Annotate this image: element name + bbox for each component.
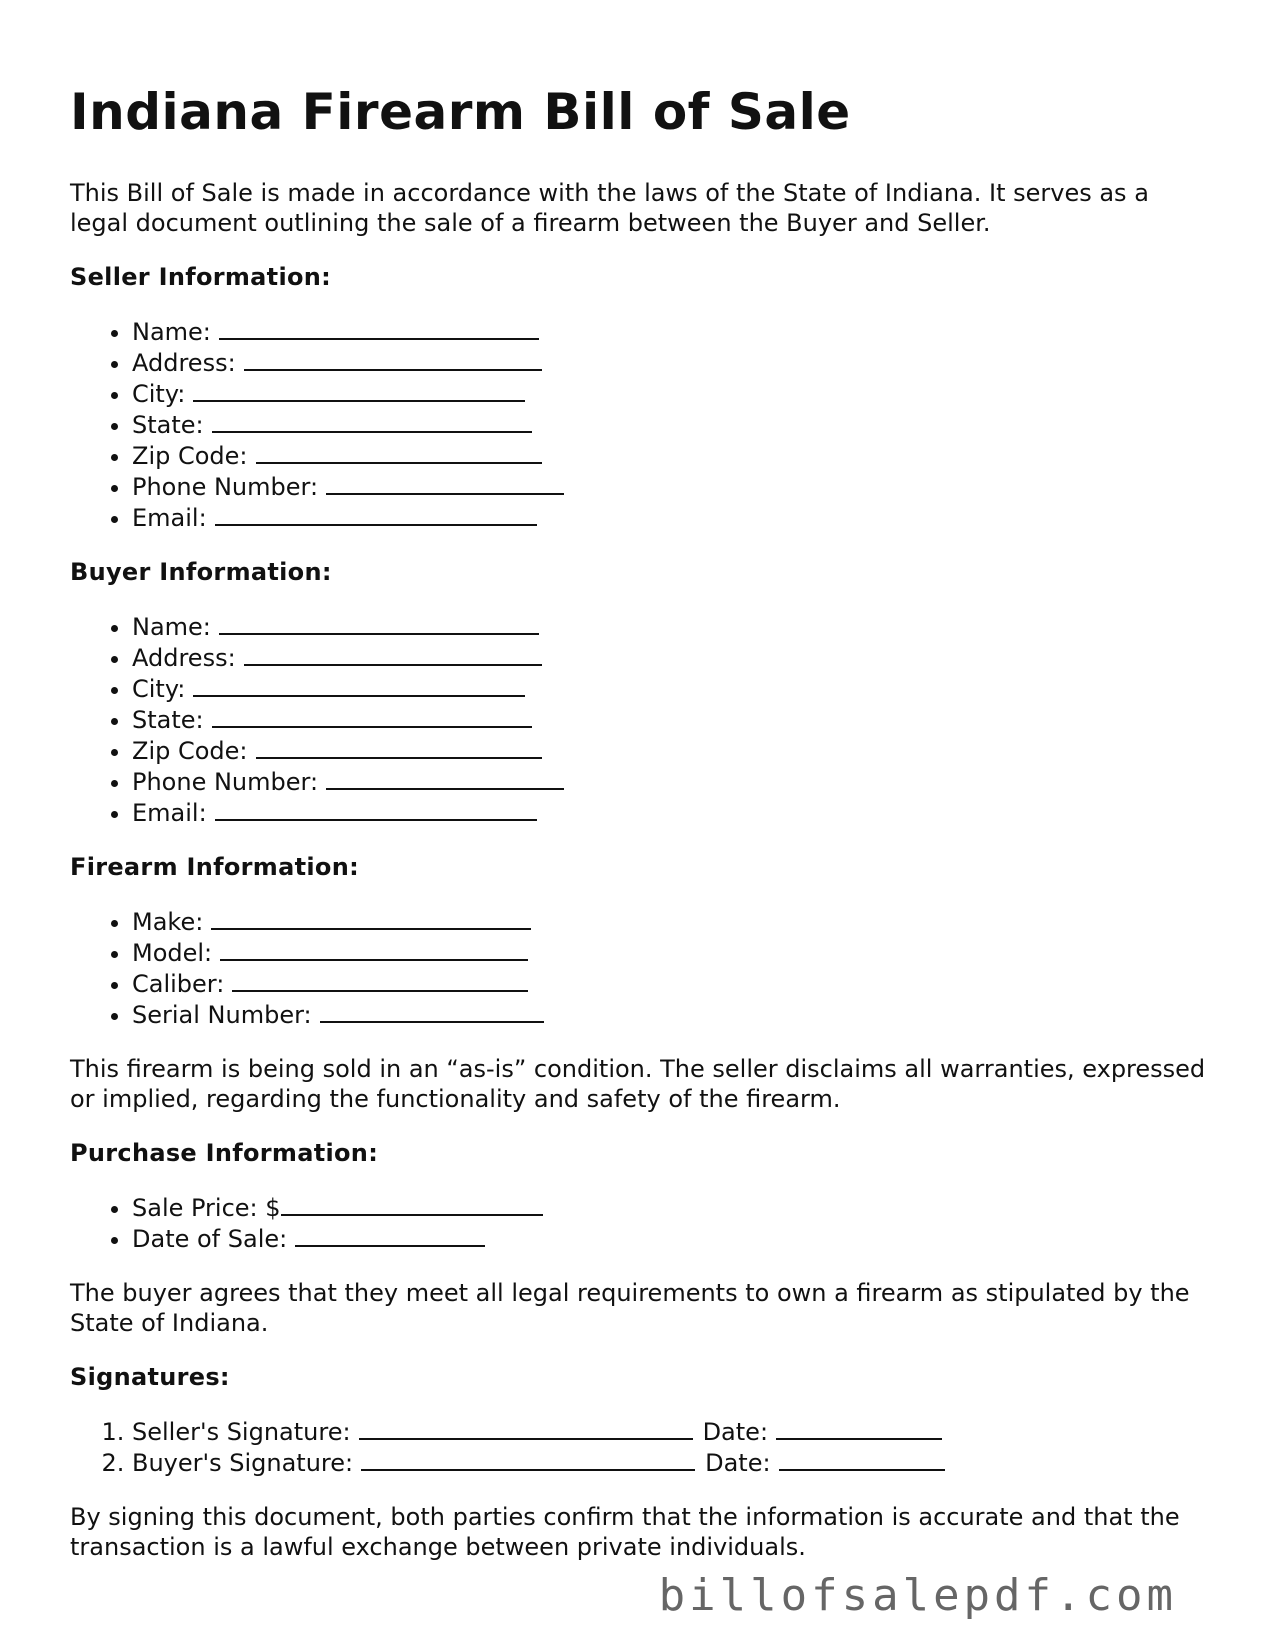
purchase-heading: Purchase Information:: [70, 1139, 379, 1167]
seller-heading: Seller Information:: [70, 263, 332, 291]
sale-price-field[interactable]: [281, 1192, 543, 1216]
seller-state-field[interactable]: [212, 409, 532, 433]
buyer-phone-item: [132, 766, 1210, 797]
firearm-model-field[interactable]: [220, 937, 528, 961]
field-label: City:: [132, 380, 186, 408]
field-label: Email:: [132, 799, 207, 827]
buyer-email-item: [132, 797, 1210, 828]
sale-price-item: [132, 1192, 1210, 1223]
field-label: Sale Price: $: [132, 1194, 281, 1222]
seller-state-item: [132, 409, 1210, 440]
seller-email-field[interactable]: [215, 502, 537, 526]
firearm-make-item: [132, 906, 1210, 937]
buyer-city-item: [132, 673, 1210, 704]
buyer-name-field[interactable]: [219, 611, 539, 635]
field-label: Model:: [132, 939, 213, 967]
firearm-serial-field[interactable]: [320, 999, 544, 1023]
field-label: Zip Code:: [132, 442, 248, 470]
seller-address-field[interactable]: [244, 347, 542, 371]
seller-city-field[interactable]: [193, 378, 525, 402]
firearm-serial-item: [132, 999, 1210, 1030]
firearm-fields: [70, 906, 1210, 1030]
buyer-address-item: [132, 642, 1210, 673]
field-label: Phone Number:: [132, 473, 319, 501]
seller-city-item: [132, 378, 1210, 409]
as-is-paragraph: This firearm is being sold in an “as-is” condition. The seller disclaims all warranties, expressed or implied, regarding the functionality and safety of the firearm.: [70, 1055, 1206, 1113]
date-label: Date:: [705, 1449, 771, 1477]
buyer-address-field[interactable]: [244, 642, 542, 666]
field-label: State:: [132, 706, 204, 734]
seller-zip-field[interactable]: [256, 440, 542, 464]
date-label: Date:: [702, 1418, 769, 1446]
field-label: Seller's Signature:: [132, 1418, 351, 1446]
field-label: City:: [132, 675, 186, 703]
seller-email-item: [132, 502, 1210, 533]
seller-name-field[interactable]: [219, 316, 539, 340]
firearm-heading: Firearm Information:: [70, 853, 359, 881]
intro-paragraph: This Bill of Sale is made in accordance with the laws of the State of Indiana. It serves as a legal document outlining the sale of a firearm between the Buyer and Seller.: [70, 179, 1149, 237]
date-of-sale-field[interactable]: [295, 1223, 485, 1247]
buyer-fields: [70, 611, 1210, 828]
firearm-model-item: [132, 937, 1210, 968]
field-label: Name:: [132, 318, 211, 346]
buyer-zip-field[interactable]: [256, 735, 542, 759]
firearm-caliber-item: [132, 968, 1210, 999]
seller-fields: [70, 316, 1210, 533]
field-label: Date of Sale:: [132, 1225, 288, 1253]
date-of-sale-item: [132, 1223, 1210, 1254]
seller-name-item: [132, 316, 1210, 347]
field-label: Serial Number:: [132, 1001, 312, 1029]
document-page: [70, 82, 1210, 1586]
field-label: Caliber:: [132, 970, 225, 998]
firearm-make-field[interactable]: [211, 906, 531, 930]
closing-paragraph: By signing this document, both parties confirm that the information is accurate and that the transaction is a lawful exchange between private individuals.: [70, 1503, 1180, 1561]
buyer-state-field[interactable]: [212, 704, 532, 728]
field-label: Address:: [132, 349, 236, 377]
field-label: Name:: [132, 613, 211, 641]
buyer-zip-item: [132, 735, 1210, 766]
buyer-signature-field[interactable]: [361, 1447, 695, 1471]
buyer-phone-field[interactable]: [326, 766, 564, 790]
field-label: Make:: [132, 908, 204, 936]
buyer-date-field[interactable]: [779, 1447, 945, 1471]
firearm-caliber-field[interactable]: [232, 968, 528, 992]
field-label: Zip Code:: [132, 737, 248, 765]
requirements-paragraph: The buyer agrees that they meet all legal requirements to own a firearm as stipulated by the State of Indiana.: [70, 1279, 1190, 1337]
field-label: Email:: [132, 504, 207, 532]
seller-zip-item: [132, 440, 1210, 471]
field-label: State:: [132, 411, 204, 439]
seller-date-field[interactable]: [776, 1416, 942, 1440]
field-label: Buyer's Signature:: [132, 1449, 354, 1477]
signature-list: [70, 1416, 1210, 1478]
seller-signature-field[interactable]: [359, 1416, 693, 1440]
buyer-heading: Buyer Information:: [70, 558, 332, 586]
watermark: billofsalepdf.com: [658, 1570, 1177, 1621]
seller-address-item: [132, 347, 1210, 378]
seller-phone-field[interactable]: [326, 471, 564, 495]
buyer-signature-item: [132, 1447, 1210, 1478]
buyer-state-item: [132, 704, 1210, 735]
seller-phone-item: [132, 471, 1210, 502]
buyer-email-field[interactable]: [215, 797, 537, 821]
buyer-city-field[interactable]: [193, 673, 525, 697]
field-label: Phone Number:: [132, 768, 319, 796]
field-label: Address:: [132, 644, 236, 672]
buyer-name-item: [132, 611, 1210, 642]
seller-signature-item: [132, 1416, 1210, 1447]
page-title: Indiana Firearm Bill of Sale: [70, 83, 851, 141]
purchase-fields: [70, 1192, 1210, 1254]
signatures-heading: Signatures:: [70, 1363, 230, 1391]
